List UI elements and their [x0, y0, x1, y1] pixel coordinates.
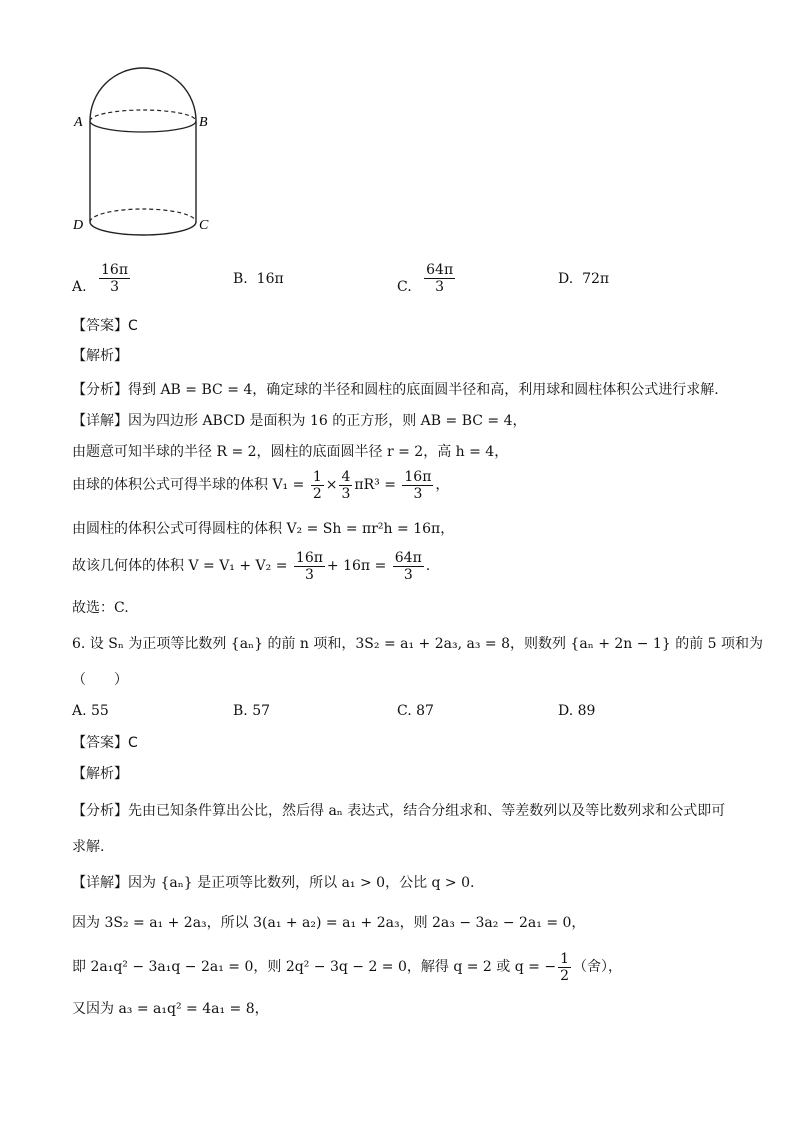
vertex-label-c: C — [199, 218, 209, 233]
q5-option-a: A. $\frac{16\pi}{3}$ — [72, 262, 129, 295]
top-ellipse-front — [90, 121, 196, 132]
q5-detail-1: 【详解】因为四边形 ABCD 是面积为 16 的正方形，则 AB = BC = 4， — [72, 413, 527, 429]
q6-detail-4: 又因为 a₃ = a₁q² = 4a₁ = 8， — [72, 1001, 269, 1017]
top-ellipse-back — [90, 110, 196, 121]
q6-analysis-tag: 【解析】 — [72, 766, 128, 782]
q6-detail-3: 即 2a₁q² − 3a₁q − 2a₁ = 0，则 2q² − 3q − 2 = 0，解得 q = 2 或 q = − $\frac{1}{2}$ （舍）， — [72, 950, 622, 984]
q6-detail-2: 因为 3S₂ = a₁ + 2a₃，所以 3(a₁ + a₂) = a₁ + 2a₃，则 2a₃ − 3a₂ − 2a₁ = 0， — [72, 915, 586, 931]
q6-stem-1: 6. 设 Sₙ 为正项等比数列 {aₙ} 的前 n 项和，3S₂ = a₁ + 2a₃, a₃ = 8，则数列 {aₙ + 2n − 1} 的前 5 项和为 — [72, 636, 764, 652]
q6-option-a: A. 55 — [72, 703, 109, 719]
q5-option-c: C. $\frac{64\pi}{3}$ — [397, 262, 454, 295]
q6-fenxi-1: 【分析】先由已知条件算出公比，然后得 aₙ 表达式，结合分组求和、等差数列以及等比数列求和公式即可 — [72, 803, 726, 819]
q6-fenxi-2: 求解. — [72, 839, 105, 855]
q5-analysis-tag: 【解析】 — [72, 348, 128, 364]
q6-option-c: C. 87 — [397, 703, 434, 719]
q6-option-d: D. 89 — [558, 703, 596, 719]
q6-option-b: B. 57 — [233, 703, 271, 719]
bottom-ellipse-front — [90, 222, 196, 235]
q5-option-d: D. 72π — [558, 271, 610, 287]
q5-detail-3: 由球的体积公式可得半球的体积 V₁ = $\frac{1}{2}$ × $\frac{4}{3}$ πR³ = $\frac{16\pi}{3}$ ， — [72, 468, 450, 502]
geometry-figure — [0, 0, 794, 250]
q5-fenxi: 【分析】得到 AB = BC = 4，确定球的半径和圆柱的底面圆半径和高，利用球和圆柱体积公式进行求解. — [72, 382, 719, 398]
q5-option-c-numerator: 64π — [426, 262, 454, 278]
vertex-label-d: D — [73, 218, 84, 233]
q6-answer: 【答案】C — [72, 735, 138, 751]
q5-answer: 【答案】C — [72, 318, 138, 334]
q5-detail-2: 由题意可知半球的半径 R = 2，圆柱的底面圆半径 r = 2，高 h = 4， — [72, 444, 509, 460]
q5-detail-5: 故该几何体的体积 V = V₁ + V₂ = $\frac{16\pi}{3}$ + 16π = $\frac{64\pi}{3}$ . — [72, 549, 431, 583]
q5-choose: 故选：C. — [72, 600, 129, 616]
q6-detail-1: 【详解】因为 {aₙ} 是正项等比数列，所以 a₁ > 0，公比 q > 0. — [72, 875, 475, 891]
q5-option-a-numerator: 16π — [101, 262, 129, 278]
q6-stem-2: （ ） — [72, 672, 128, 688]
q5-option-b: B. 16π — [233, 271, 284, 287]
q5-option-c-denominator: 3 — [435, 279, 445, 295]
q5-detail-4: 由圆柱的体积公式可得圆柱的体积 V₂ = Sh = πr²h = 16π， — [72, 521, 455, 537]
bottom-ellipse-back — [90, 209, 196, 222]
vertex-label-a: A — [74, 115, 83, 130]
q5-option-a-denominator: 3 — [110, 279, 119, 295]
vertex-label-b: B — [199, 115, 208, 130]
